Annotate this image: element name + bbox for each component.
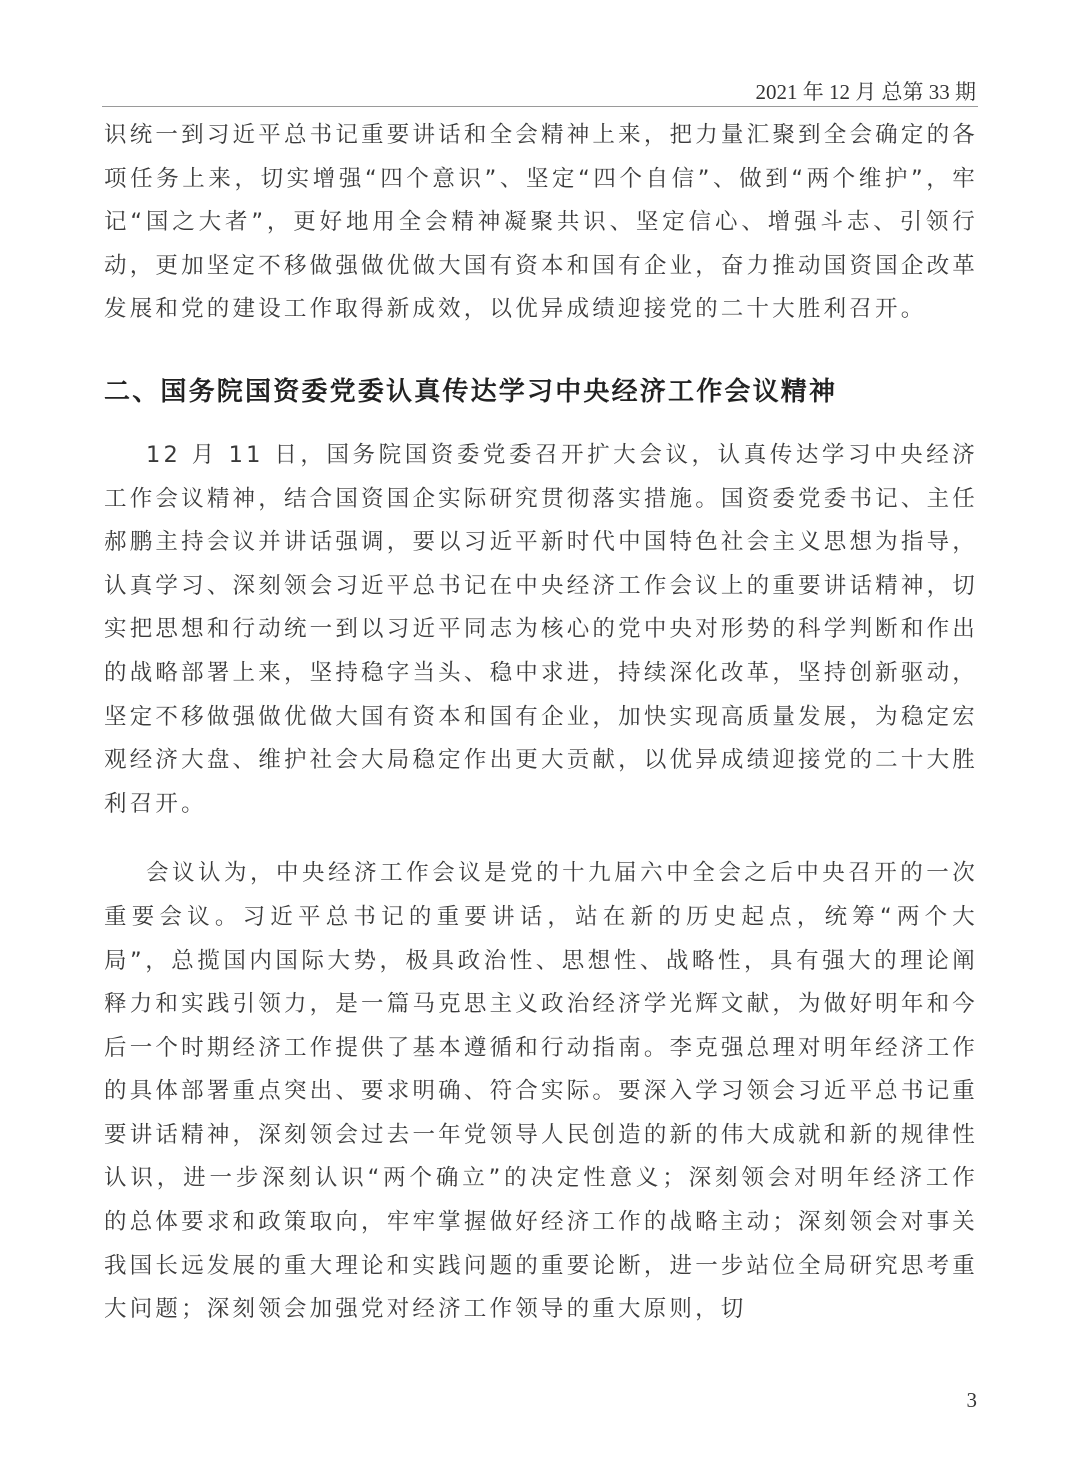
body-paragraph-1: 识统一到习近平总书记重要讲话和全会精神上来，把力量汇聚到全会确定的各项任务上来，切实增强“四个意识”、坚定“四个自信”、做到“两个维护”，牢记“国之大者”，更好地用全会精神凝聚共识、坚定信心、增强斗志、引领行动，更加坚定不移做强做优做大国有资本和国有企业，奋力推动国资国企改革发展和党的建设工作取得新成效，以优异成绩迎接党的二十大胜利召开。: [104, 122, 978, 323]
issue-label: 2021 年 12 月 总第 33 期: [755, 80, 976, 104]
page-number: 3: [966, 1388, 977, 1412]
article-body: [104, 114, 978, 1332]
body-paragraph-3: 会议认为，中央经济工作会议是党的十九届六中全会之后中央召开的一次重要会议。习近平总书记的重要讲话，站在新的历史起点，统筹“两个大局”，总揽国内国际大势，极具政治性、思想性、战略性，具有强大的理论阐释力和实践引领力，是一篇马克思主义政治经济学光辉文献，为做好明年和今后一个时期经济工作提供了基本遵循和行动指南。李克强总理对明年经济工作的具体部署重点突出、要求明确、符合实际。要深入学习领会习近平总书记重要讲话精神，深刻领会过去一年党领导人民创造的新的伟大成就和新的规律性认识，进一步深刻认识“两个确立”的决定性意义；深刻领会对明年经济工作的总体要求和政策取向，牢牢掌握做好经济工作的战略主动；深刻领会对事关我国长远发展的重大理论和实践问题的重要论断，进一步站位全局研究思考重大问题；深刻领会加强党对经济工作领导的重大原则，切: [104, 860, 978, 1323]
body-paragraph-2: 12 月 11 日，国务院国资委党委召开扩大会议，认真传达学习中央经济工作会议精神，结合国资国企实际研究贯彻落实措施。国资委党委书记、主任郝鹏主持会议并讲话强调，要以习近平新时代中国特色社会主义思想为指导，认真学习、深刻领会习近平总书记在中央经济工作会议上的重要讲话精神，切实把思想和行动统一到以习近平同志为核心的党中央对形势的科学判断和作出的战略部署上来，坚持稳字当头、稳中求进，持续深化改革，坚持创新驱动，坚定不移做强做优做大国有资本和国有企业，加快实现高质量发展，为稳定宏观经济大盘、维护社会大局稳定作出更大贡献，以优异成绩迎接党的二十大胜利召开。: [104, 441, 978, 817]
section-heading: 二、国务院国资委党委认真传达学习中央经济工作会议精神: [104, 376, 838, 407]
page-header: [102, 72, 978, 107]
